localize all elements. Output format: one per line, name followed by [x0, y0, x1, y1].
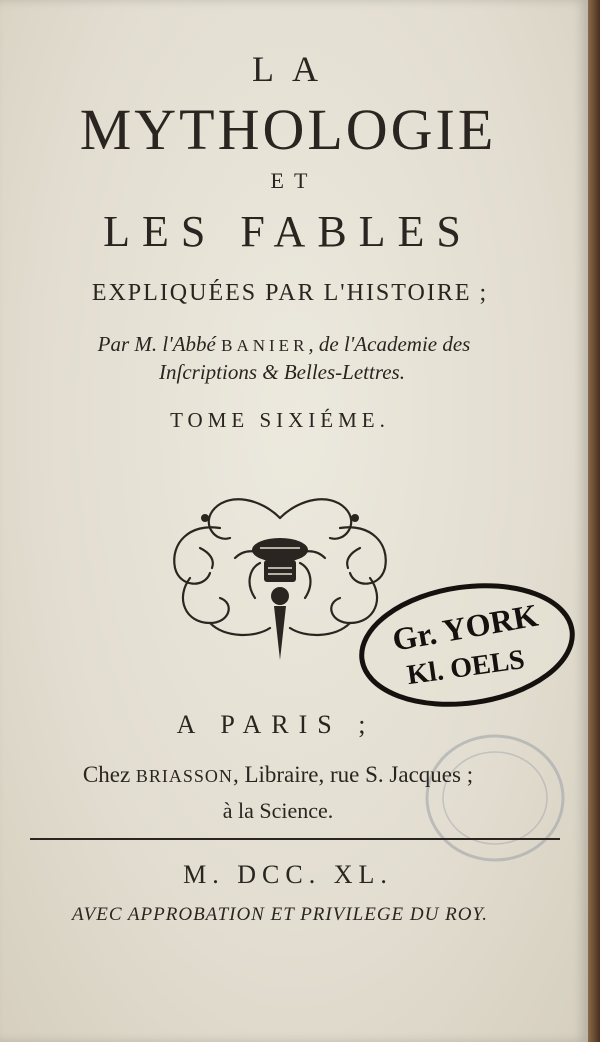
publisher-prefix: Chez: [82, 762, 136, 787]
title-line-la: LA: [252, 49, 336, 89]
book-edge: [588, 0, 600, 1042]
author-name: BANIER: [221, 336, 309, 355]
title-line-les-fables: LES FABLES: [103, 207, 473, 256]
divider-rule: [30, 838, 560, 840]
author-affiliation: , de l'Academie des: [308, 332, 471, 356]
title-line-et: ET: [270, 168, 318, 193]
author-line-2: Inſcriptions & Belles-Lettres.: [159, 360, 405, 384]
imprint-place: A PARIS ;: [176, 710, 376, 739]
publisher-sign: à la Science.: [222, 798, 334, 823]
volume-label: TOME SIXIÉME.: [170, 408, 390, 432]
royal-privilege: AVEC APPROBATION ET PRIVILEGE DU ROY.: [71, 904, 489, 925]
library-stamp-icon: [355, 580, 580, 710]
publisher-name: BRIASSON: [135, 766, 233, 786]
subtitle-expliquees: EXPLIQUÉES PAR L'HISTOIRE ;: [91, 280, 489, 306]
publisher-line: [0, 762, 572, 788]
author-line: [0, 332, 578, 357]
author-prefix: Par M. l'Abbé: [97, 332, 222, 356]
stamp-line-1: Gr. YORK: [389, 596, 541, 658]
stamp-line-2: Kl. OELS: [405, 644, 527, 692]
title-line-mythologie: MYTHOLOGIE: [79, 97, 497, 162]
publisher-address: , Libraire, rue S. Jacques ;: [232, 762, 474, 787]
imprint-date: M. DCC. XL.: [183, 860, 393, 889]
